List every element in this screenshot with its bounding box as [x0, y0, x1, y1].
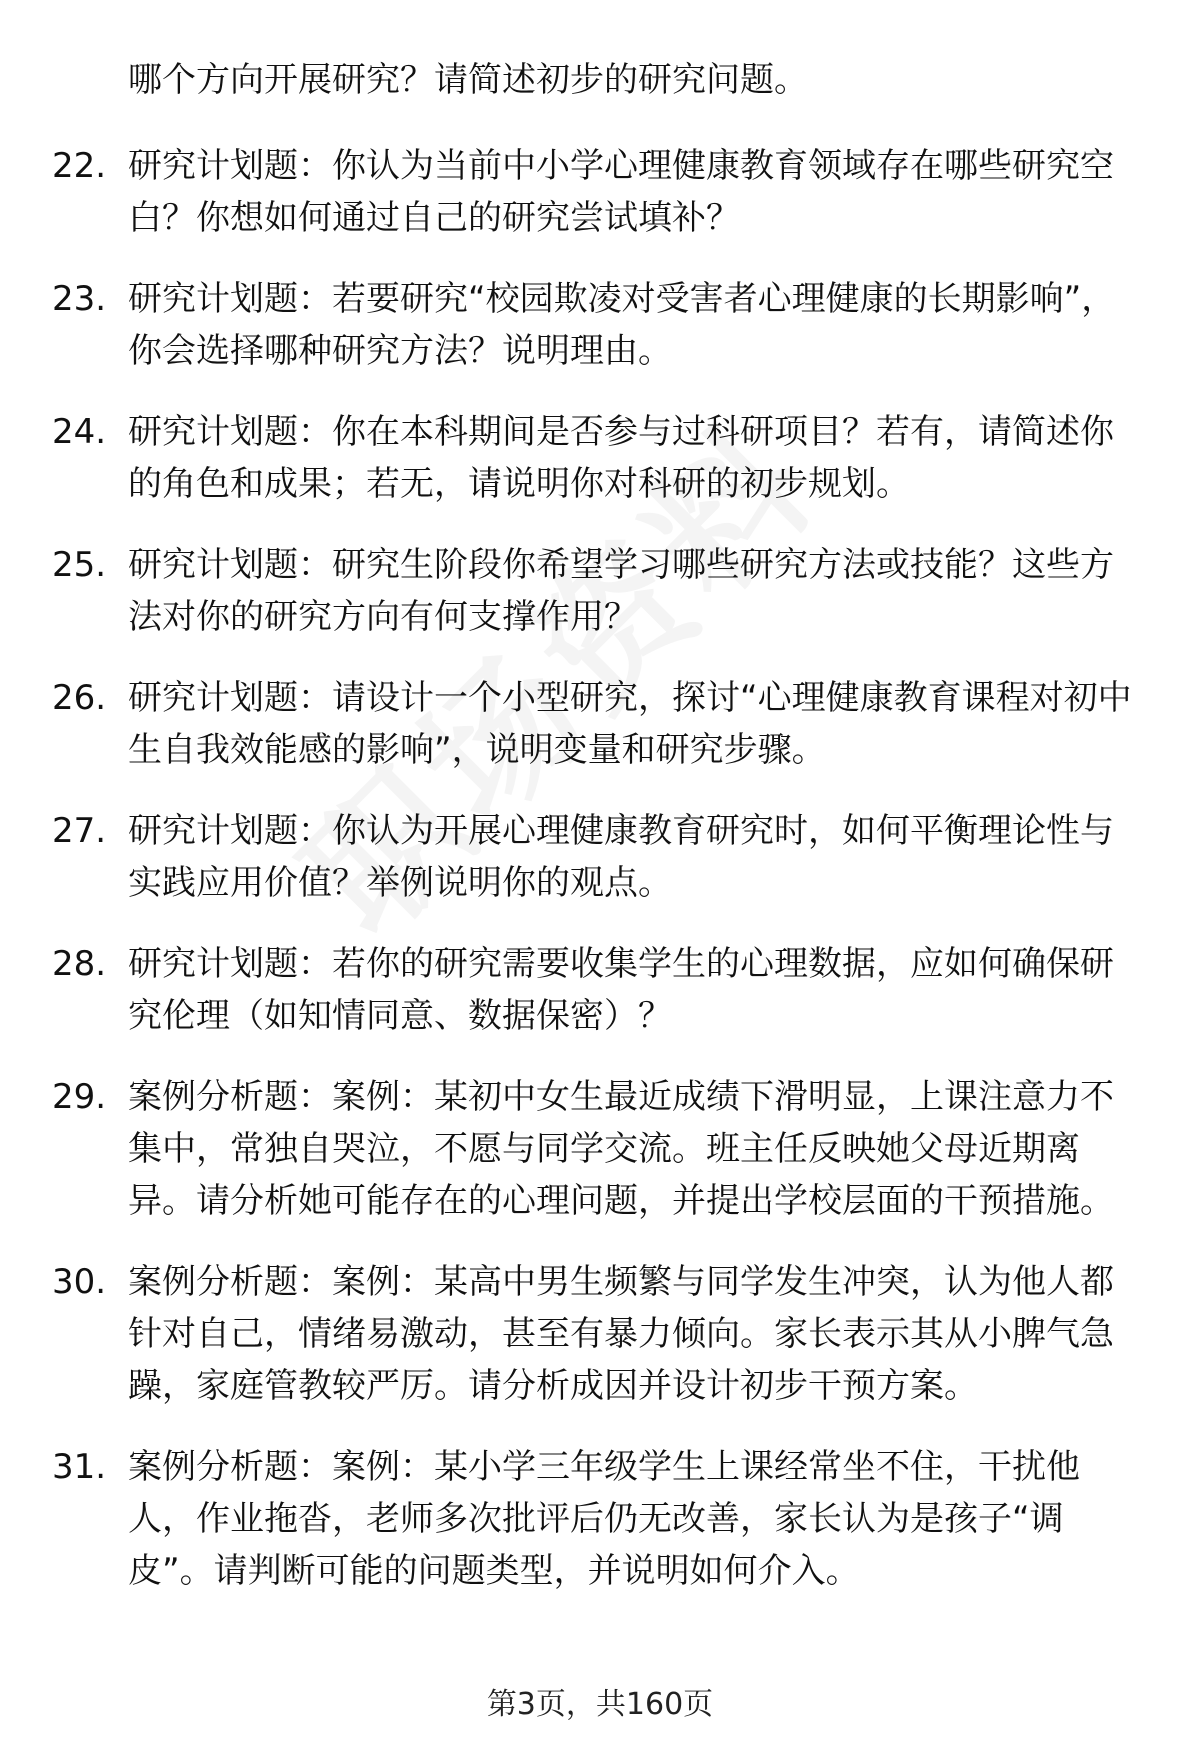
question-text: 研究计划题：若要研究“校园欺凌对受害者心理健康的长期影响”，你会选择哪种研究方法？说明理由。: [128, 279, 1116, 371]
page-footer: 第3页，共160页: [486, 1687, 714, 1722]
question-item: [0, 805, 1200, 909]
question-item: [0, 1256, 1200, 1412]
question-text: 研究计划题：若你的研究需要收集学生的心理数据，应如何确保研究伦理（如知情同意、数据保密）？: [128, 944, 1114, 1036]
question-number: 25.: [52, 545, 107, 585]
question-number: 26.: [52, 678, 107, 718]
continuation-text: 哪个方向开展研究？请简述初步的研究问题。: [128, 60, 808, 100]
question-number: 27.: [52, 811, 107, 851]
question-number: 24.: [52, 412, 107, 452]
question-number: 22.: [52, 146, 107, 186]
question-item: [0, 1071, 1200, 1227]
question-item: [0, 672, 1200, 776]
question-number: 23.: [52, 279, 107, 319]
question-number: 31.: [52, 1447, 107, 1487]
question-item: [0, 406, 1200, 510]
question-list: [0, 140, 1200, 1626]
question-text: 研究计划题：研究生阶段你希望学习哪些研究方法或技能？这些方法对你的研究方向有何支撑作用？: [128, 545, 1114, 637]
question-item: [0, 273, 1200, 377]
question-text: 案例分析题：案例：某初中女生最近成绩下滑明显，上课注意力不集中，常独自哭泣，不愿与同学交流。班主任反映她父母近期离异。请分析她可能存在的心理问题，并提出学校层面的干预措施。: [128, 1077, 1114, 1221]
question-text: 研究计划题：请设计一个小型研究，探讨“心理健康教育课程对初中生自我效能感的影响”，说明变量和研究步骤。: [128, 678, 1132, 770]
question-number: 30.: [52, 1262, 107, 1302]
question-text: 案例分析题：案例：某高中男生频繁与同学发生冲突，认为他人都针对自己，情绪易激动，甚至有暴力倾向。家长表示其从小脾气急躁，家庭管教较严厉。请分析成因并设计初步干预方案。: [128, 1262, 1114, 1406]
question-item: [0, 938, 1200, 1042]
question-item: [0, 140, 1200, 244]
question-text: 研究计划题：你认为开展心理健康教育研究时，如何平衡理论性与实践应用价值？举例说明你的观点。: [128, 811, 1114, 903]
question-text: 案例分析题：案例：某小学三年级学生上课经常坐不住，干扰他人，作业拖沓，老师多次批评后仍无改善，家长认为是孩子“调皮”。请判断可能的问题类型，并说明如何介入。: [128, 1447, 1080, 1591]
question-number: 28.: [52, 944, 107, 984]
question-number: 29.: [52, 1077, 107, 1117]
question-item: [0, 1441, 1200, 1597]
question-item: [0, 539, 1200, 643]
question-text: 研究计划题：你在本科期间是否参与过科研项目？若有，请简述你的角色和成果；若无，请说明你对科研的初步规划。: [128, 412, 1114, 504]
question-text: 研究计划题：你认为当前中小学心理健康教育领域存在哪些研究空白？你想如何通过自己的研究尝试填补？: [128, 146, 1114, 238]
